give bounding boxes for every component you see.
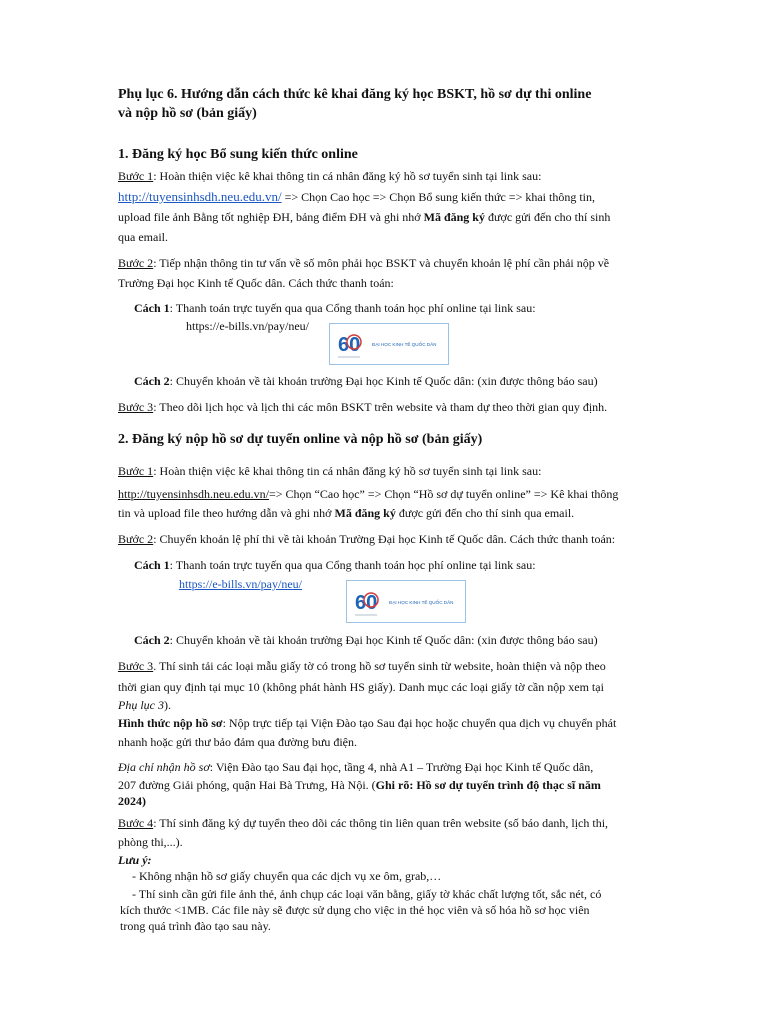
logo-number: 60 <box>355 592 378 614</box>
s2-step3-line3 <box>118 695 171 715</box>
s1-step1-text-b: => Chọn Cao học => Chọn Bổ sung kiến thức => khai thông tin, <box>281 190 596 204</box>
s2-step3-line2: thời gian quy định tại mục 10 (không phát hành HS giấy). Danh mục các loại giấy tờ cần nộp xem tại <box>118 680 604 694</box>
s1-step1-line1 <box>118 166 541 186</box>
s2-submission-text-a: : Nộp trực tiếp tại Viện Đào tạo Sau đại học hoặc chuyển qua dịch vụ chuyển phát <box>222 716 617 730</box>
s1-step3 <box>118 397 607 417</box>
s1-step1-text-d: được gửi đến cho thí sinh <box>484 210 611 224</box>
s2-step3-text-a: . Thí sinh tải các loại mẫu giấy tờ có trong hồ sơ tuyển sinh từ website, hoàn thiện và nộp theo <box>153 659 606 673</box>
s2-note-item2-line3: trong quá trình đào tạo sau này. <box>120 919 271 933</box>
s2-step1-text-d: được gửi đến cho thí sinh qua email. <box>395 506 575 520</box>
s2-step4-line2: phòng thi,...). <box>118 835 183 849</box>
s2-address-line2 <box>118 775 601 795</box>
s1-step1-link[interactable]: http://tuyensinhsdh.neu.edu.vn/ <box>118 189 282 204</box>
s2-way1-url[interactable]: https://e-bills.vn/pay/neu/ <box>179 577 302 591</box>
s1-step1-line3 <box>118 207 610 227</box>
s1-way1-url: https://e-bills.vn/pay/neu/ <box>186 319 309 333</box>
section2-heading: 2. Đăng ký nộp hồ sơ dự tuyển online và nộp hồ sơ (bản giấy) <box>118 432 483 447</box>
s1-step1-bold: Mã đăng ký <box>423 210 485 224</box>
s1-way1 <box>134 298 536 318</box>
s2-way1-text: : Thanh toán trực tuyến qua qua Cổng thanh toán học phí online tại link sau: <box>169 558 536 572</box>
s2-step3-label: Bước 3 <box>118 659 154 673</box>
s1-way1-label: Cách 1 <box>134 301 170 315</box>
s2-note-item2-line2: kích thước <1MB. Các file này sẽ được sử dụng cho việc in thẻ học viên và số hóa hồ sơ học viên <box>120 903 590 917</box>
s1-way1-text: : Thanh toán trực tuyến qua qua Cổng thanh toán học phí online tại link sau: <box>169 301 536 315</box>
logo-caption: ĐẠI HỌC KINH TẾ QUỐC DÂN <box>389 600 454 605</box>
s2-step1-text-c: tin và upload file theo hướng dẫn và ghi nhớ <box>118 506 335 520</box>
s2-way1 <box>134 555 536 575</box>
s1-way2-text: : Chuyển khoản về tài khoản trường Đại học Kinh tế Quốc dân: (xin được thông báo sau) <box>169 374 598 388</box>
s2-step4-label: Bước 4 <box>118 816 154 830</box>
s1-way2 <box>134 371 598 391</box>
s1-step2-line2: Trường Đại học Kinh tế Quốc dân. Cách thức thanh toán: <box>118 276 394 290</box>
s2-step1-bold: Mã đăng ký <box>334 506 396 520</box>
s2-submission-line2: nhanh hoặc gửi thư bảo đảm qua đường bưu điện. <box>118 735 357 749</box>
s2-step1-line3 <box>118 503 574 523</box>
ebills-logo-1 <box>329 323 449 365</box>
s1-step2-label: Bước 2 <box>118 256 154 270</box>
s1-step1-line2 <box>118 187 595 207</box>
s2-step3-italic: Phụ lục 3 <box>118 698 164 712</box>
s2-way1-url-line <box>179 574 302 594</box>
s2-address-text-b: 207 đường Giải phóng, quận Hai Bà Trưng, Hà Nội. ( <box>118 778 376 792</box>
s2-address-line3: 2024) <box>118 794 146 808</box>
s2-step1-link[interactable]: http://tuyensinhsdh.neu.edu.vn/ <box>118 487 269 501</box>
s2-step4-text-a: : Thí sinh đăng ký dự tuyển theo dõi các thông tin liên quan trên website (số báo danh, lịch thi, <box>153 816 609 830</box>
s1-step3-text: : Theo dõi lịch học và lịch thi các môn BSKT trên website và tham dự theo thời gian quy định. <box>153 400 608 414</box>
s2-way1-label: Cách 1 <box>134 558 170 572</box>
logo-caption: ĐẠI HỌC KINH TẾ QUỐC DÂN <box>372 342 437 347</box>
s1-step3-label: Bước 3 <box>118 400 154 414</box>
logo-number: 60 <box>338 334 361 356</box>
s1-step1-label: Bước 1 <box>118 169 154 183</box>
s2-step4-line1 <box>118 813 608 833</box>
s2-note-item1: - Không nhận hồ sơ giấy chuyển qua các dịch vụ xe ôm, grab,… <box>132 869 442 883</box>
section1-heading: 1. Đăng ký học Bổ sung kiến thức online <box>118 147 358 162</box>
s1-step1-text-c: upload file ảnh Bằng tốt nghiệp ĐH, bảng điểm ĐH và ghi nhớ <box>118 210 424 224</box>
s2-way2-text: : Chuyển khoản về tài khoản trường Đại học Kinh tế Quốc dân: (xin được thông báo sau) <box>169 633 598 647</box>
s2-step2-label: Bước 2 <box>118 532 154 546</box>
s2-note-label: Lưu ý: <box>118 853 152 867</box>
s2-step1-line2 <box>118 484 618 504</box>
s2-submission-line1 <box>118 713 616 733</box>
s2-step1-line1 <box>118 461 541 481</box>
s2-way2-label: Cách 2 <box>134 633 170 647</box>
s1-step1-text-a: : Hoàn thiện việc kê khai thông tin cá nhân đăng ký hồ sơ tuyển sinh tại link sau: <box>153 169 542 183</box>
s2-submission-label: Hình thức nộp hồ sơ <box>118 716 223 730</box>
s1-step2-text-a: : Tiếp nhận thông tin tư vấn về số môn phải học BSKT và chuyển khoản lệ phí cần phải nộp về <box>153 256 610 270</box>
appendix-title-line-1: Phụ lục 6. Hướng dẫn cách thức kê khai đăng ký học BSKT, hồ sơ dự thi online <box>118 87 592 102</box>
s2-address-text-a: : Viện Đào tạo Sau đại học, tầng 4, nhà A1 – Trường Đại học Kinh tế Quốc dân, <box>209 760 594 774</box>
s2-step2-text: : Chuyển khoản lệ phí thi về tài khoản Trường Đại học Kinh tế Quốc dân. Cách thức thanh toán: <box>153 532 616 546</box>
s2-step1-label: Bước 1 <box>118 464 154 478</box>
s2-address-label: Địa chỉ nhận hồ sơ <box>118 760 210 774</box>
s1-way2-label: Cách 2 <box>134 374 170 388</box>
s2-address-bold-a: Ghi rõ: Hồ sơ dự tuyển trình độ thạc sĩ năm <box>375 778 601 792</box>
s1-step2-line1 <box>118 253 609 273</box>
s2-way2 <box>134 630 598 650</box>
s2-address-line1 <box>118 757 593 777</box>
s2-step2 <box>118 529 615 549</box>
appendix-title-line-2: và nộp hồ sơ (bản giấy) <box>118 106 257 121</box>
s2-step1-text-a: : Hoàn thiện việc kê khai thông tin cá nhân đăng ký hồ sơ tuyển sinh tại link sau: <box>153 464 542 478</box>
s2-step1-text-b: => Chọn “Cao học” => Chọn “Hồ sơ dự tuyển online” => Kê khai thông <box>269 487 619 501</box>
ebills-logo-2 <box>346 580 466 623</box>
s2-step3-text-c: ). <box>164 698 171 712</box>
s2-step3-line1 <box>118 656 606 676</box>
s2-note-item2-line1: - Thí sinh cần gửi file ảnh thẻ, ảnh chụp các loại văn bằng, giấy tờ khác chất lượng tốt, sắc nét, có <box>132 887 602 901</box>
s1-step1-line4: qua email. <box>118 230 168 244</box>
